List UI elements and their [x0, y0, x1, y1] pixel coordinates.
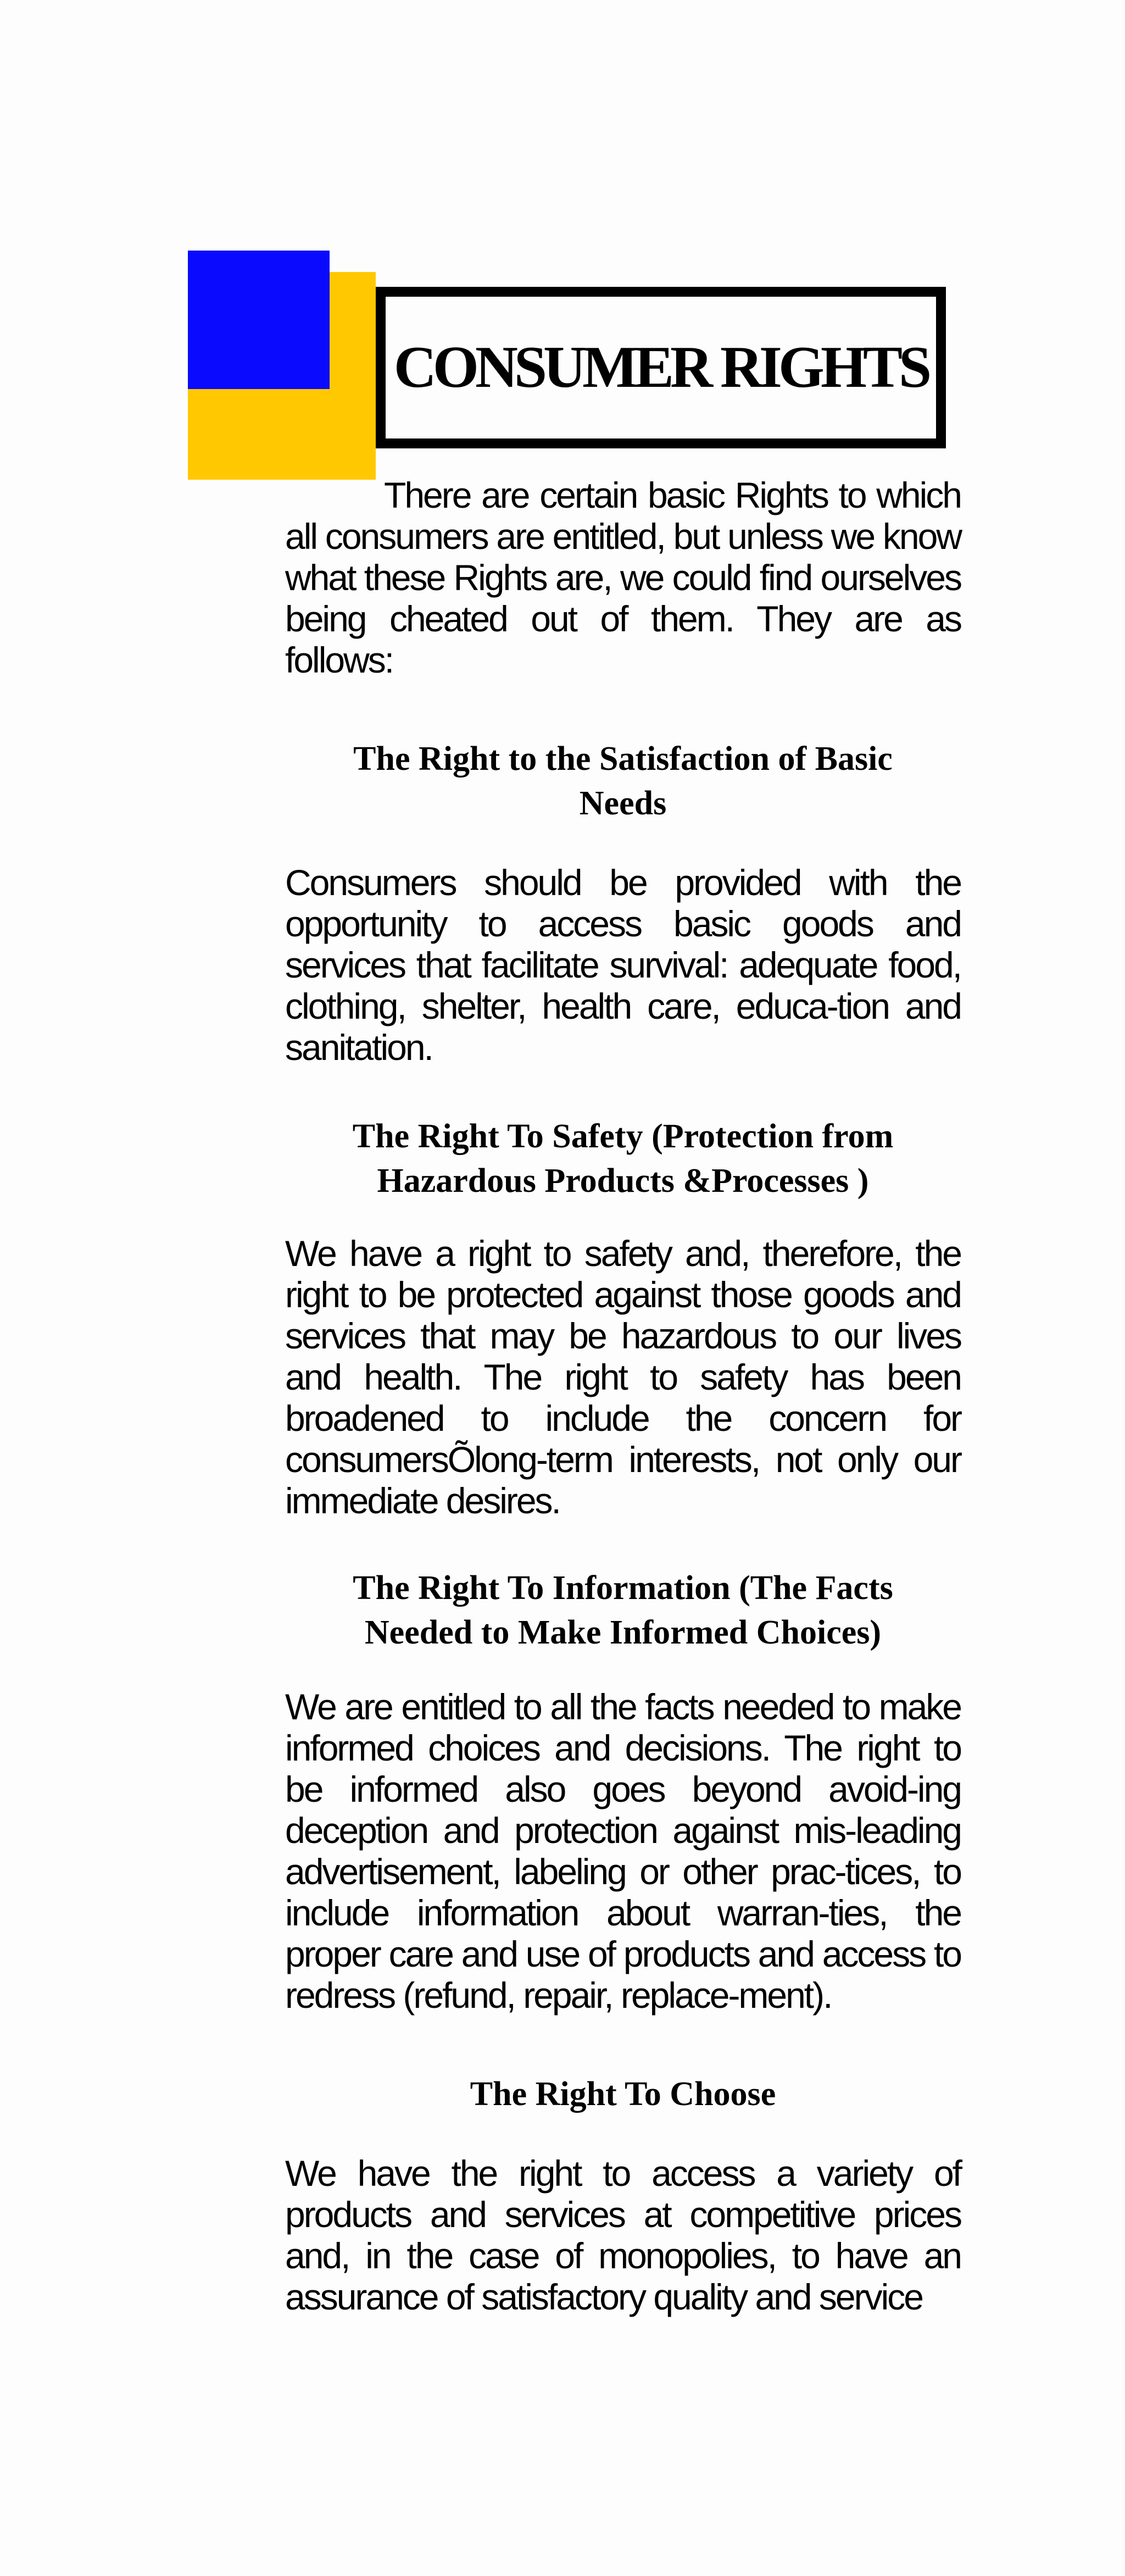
section-heading-safety: The Right To Safety (Protection from Hazardous Products &Processes )	[352, 1118, 894, 1200]
section-body-information: We are entitled to all the facts needed to make informed choices and decisions. The right to be informed also goes beyond avoid-ing deception and protection against mis-leading advertisement, labeling or other prac-tices, to include information about warran-ties, the proper care and use of products and access to redress (refund, repair, replace-ment).	[285, 1686, 961, 2016]
section-body-basic-needs: Consumers should be provided with the opportunity to access basic goods and services that facilitate survival: adequate food, clothing, shelter, health care, educa-tion and sanitation.	[285, 862, 961, 1068]
intro-paragraph: There are certain basic Rights to which all consumers are entitled, but unless we know what these Rights are, we could find ourselves being cheated out of them. They are as follows:	[285, 475, 961, 680]
page-title: CONSUMER RIGHTS	[393, 335, 928, 400]
section-body-choose: We have the right to access a variety of products and services at competitive prices and, in the case of monopolies, to have an assurance of satisfactory quality and service	[285, 2153, 961, 2317]
blue-square-decoration	[188, 251, 330, 389]
document-body	[285, 475, 961, 2318]
section-heading-information: The Right To Information (The Facts Needed to Make Informed Choices)	[353, 1569, 893, 1651]
section-heading-basic-needs: The Right to the Satisfaction of Basic Needs	[353, 740, 893, 822]
section-heading-choose: The Right To Choose	[470, 2075, 776, 2113]
title-box	[376, 287, 946, 448]
section-body-safety: We have a right to safety and, therefore, the right to be protected against those goods and services that may be hazardous to our lives and health. The right to safety has been broadened to include the concern for consumersÕlong-term interests, not only our immediate desires.	[285, 1233, 961, 1521]
